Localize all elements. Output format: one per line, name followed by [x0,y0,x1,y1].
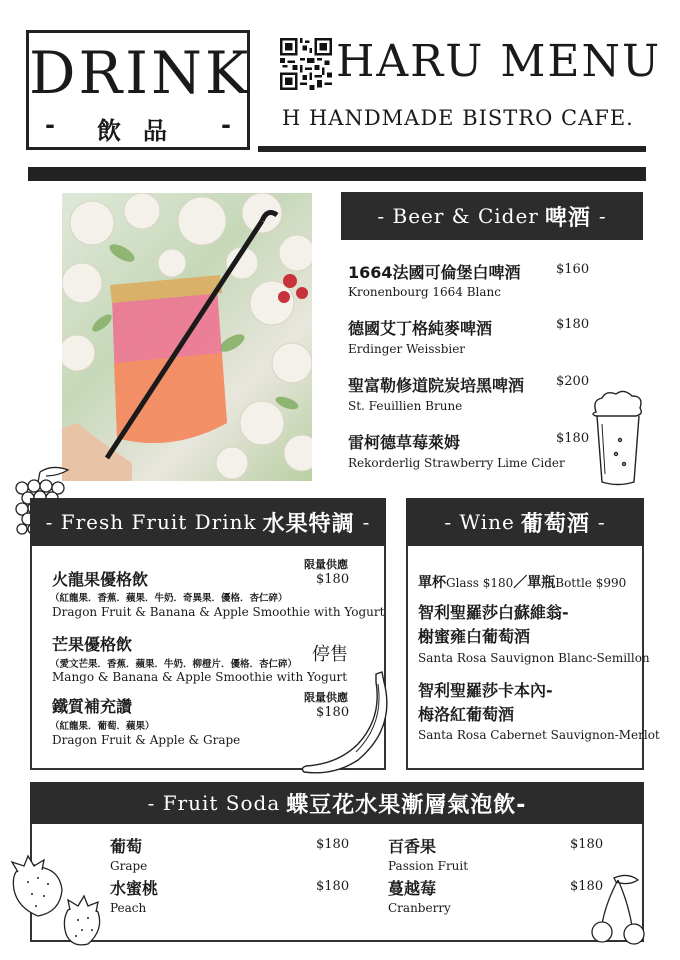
drink-title-box [26,30,250,150]
soda-title-zh: 蝶豆花水果漸層氣泡飲- [286,792,527,818]
fruit-title-zh: 水果特調 [262,511,355,537]
beer-item-price: $200 [556,374,590,389]
soda-item-price: $180 [316,879,350,894]
beer-title-zh: 啤酒 [544,205,591,231]
fruit-item-en: Mango & Banana & Apple Smoothie with Yogurt [52,670,348,684]
soda-item-en: Passion Fruit [388,859,469,873]
banana-icon [298,668,398,778]
bottle-price: Bottle $990 [555,576,627,590]
tagline: H HANDMADE BISTRO CAFE. [282,106,634,130]
drink-zh: 飲品 [97,117,189,145]
dash-left: - [45,111,55,139]
fruit-section-header [30,498,386,546]
fruit-item-name: 火龍果優格飲 [52,570,149,589]
main-divider [28,167,646,181]
beer-item-en: Kronenbourg 1664 Blanc [348,285,501,299]
beer-glass-icon [590,390,646,488]
fruit-item-price: $180 [316,705,350,720]
fruit-item-ingredients: （愛文芒果．香蕉．蘋果．牛奶．柳橙片．優格．杏仁碎） [50,659,298,670]
beer-item-name: 德國艾丁格純麥啤酒 [348,319,493,338]
beer-item-en: St. Feuillien Brune [348,399,463,413]
drink-subtitle [29,111,247,146]
beer-item-price: $160 [556,262,590,277]
wine-title-zh: 葡萄酒 [520,511,590,537]
wine-item-name-line2: 榭蜜雍白葡萄酒 [418,627,531,646]
fruit-item-ingredients: （紅龍果．香蕉．蘋果．牛奶．奇異果．優格．杏仁碎） [50,593,288,604]
wine-item-name: 智利聖羅莎卡本內- [418,681,553,700]
beer-item-en: Erdinger Weissbier [348,342,466,356]
menu-title: HARU MENU [336,36,662,87]
soda-item-en: Grape [110,859,148,873]
strawberry-icon [8,850,108,950]
wine-section-header [406,498,644,546]
fruit-item-name: 鐵質補充讚 [52,697,133,716]
price-separator: ／ [513,575,528,591]
fruit-item-price: $180 [316,572,350,587]
header-underline [258,146,646,152]
soda-item-price: $180 [570,879,604,894]
bottle-label: 單瓶 [527,575,556,591]
drink-photo [62,193,312,481]
wine-title-tail: - [597,510,606,534]
dash-right: - [221,111,231,139]
fruit-item-en: Dragon Fruit & Apple & Grape [52,733,241,747]
soda-item-name: 葡萄 [110,837,143,856]
beer-item-name: 聖富勒修道院炭培黑啤酒 [348,376,525,395]
wine-item-en: Santa Rosa Cabernet Sauvignon-Merlot [418,728,660,742]
soda-section-header [30,782,644,824]
fruit-title-tail: - [362,510,371,534]
fruit-item-en: Dragon Fruit & Banana & Apple Smoothie with Yogurt [52,605,385,619]
limited-badge: 限量供應 [304,691,348,704]
beer-title-en: - Beer & Cider [377,204,539,228]
glass-label: 單杯 [418,575,446,591]
qr-code-icon[interactable] [280,38,332,90]
wine-pricing [418,572,626,592]
beer-item-price: $180 [556,431,590,446]
drink-title: DRINK [29,39,252,107]
soda-item-price: $180 [316,837,350,852]
beer-title-tail: - [598,204,607,228]
beer-item-name: 雷柯德草莓萊姆 [348,433,461,452]
beer-item-name: 1664法國可倫堡白啤酒 [348,263,521,282]
soda-title-en: - Fruit Soda [147,791,281,815]
beer-item-price: $180 [556,317,590,332]
soda-item-name: 水蜜桃 [110,879,159,898]
beer-section-header [341,192,643,240]
beer-item-en: Rekorderlig Strawberry Lime Cider [348,456,565,470]
fruit-item-ingredients: （紅龍果．葡萄．蘋果） [50,721,155,732]
soda-item-en: Peach [110,901,147,915]
glass-price: Glass $180 [446,576,514,590]
soda-item-price: $180 [570,837,604,852]
limited-badge: 限量供應 [304,558,348,571]
wine-title-en: - Wine [444,510,515,534]
wine-item-en: Santa Rosa Sauvignon Blanc-Semillon [418,651,650,665]
wine-item-name-line2: 梅洛紅葡萄酒 [418,705,515,724]
fruit-item-name: 芒果優格飲 [52,635,133,654]
cherry-icon [588,872,650,948]
soda-item-en: Cranberry [388,901,451,915]
sold-out-label: 停售 [312,644,348,665]
fruit-title-en: - Fresh Fruit Drink [45,510,257,534]
wine-item-name: 智利聖羅莎白蘇維翁- [418,603,569,622]
soda-item-name: 百香果 [388,837,437,856]
soda-item-name: 蔓越莓 [388,879,437,898]
